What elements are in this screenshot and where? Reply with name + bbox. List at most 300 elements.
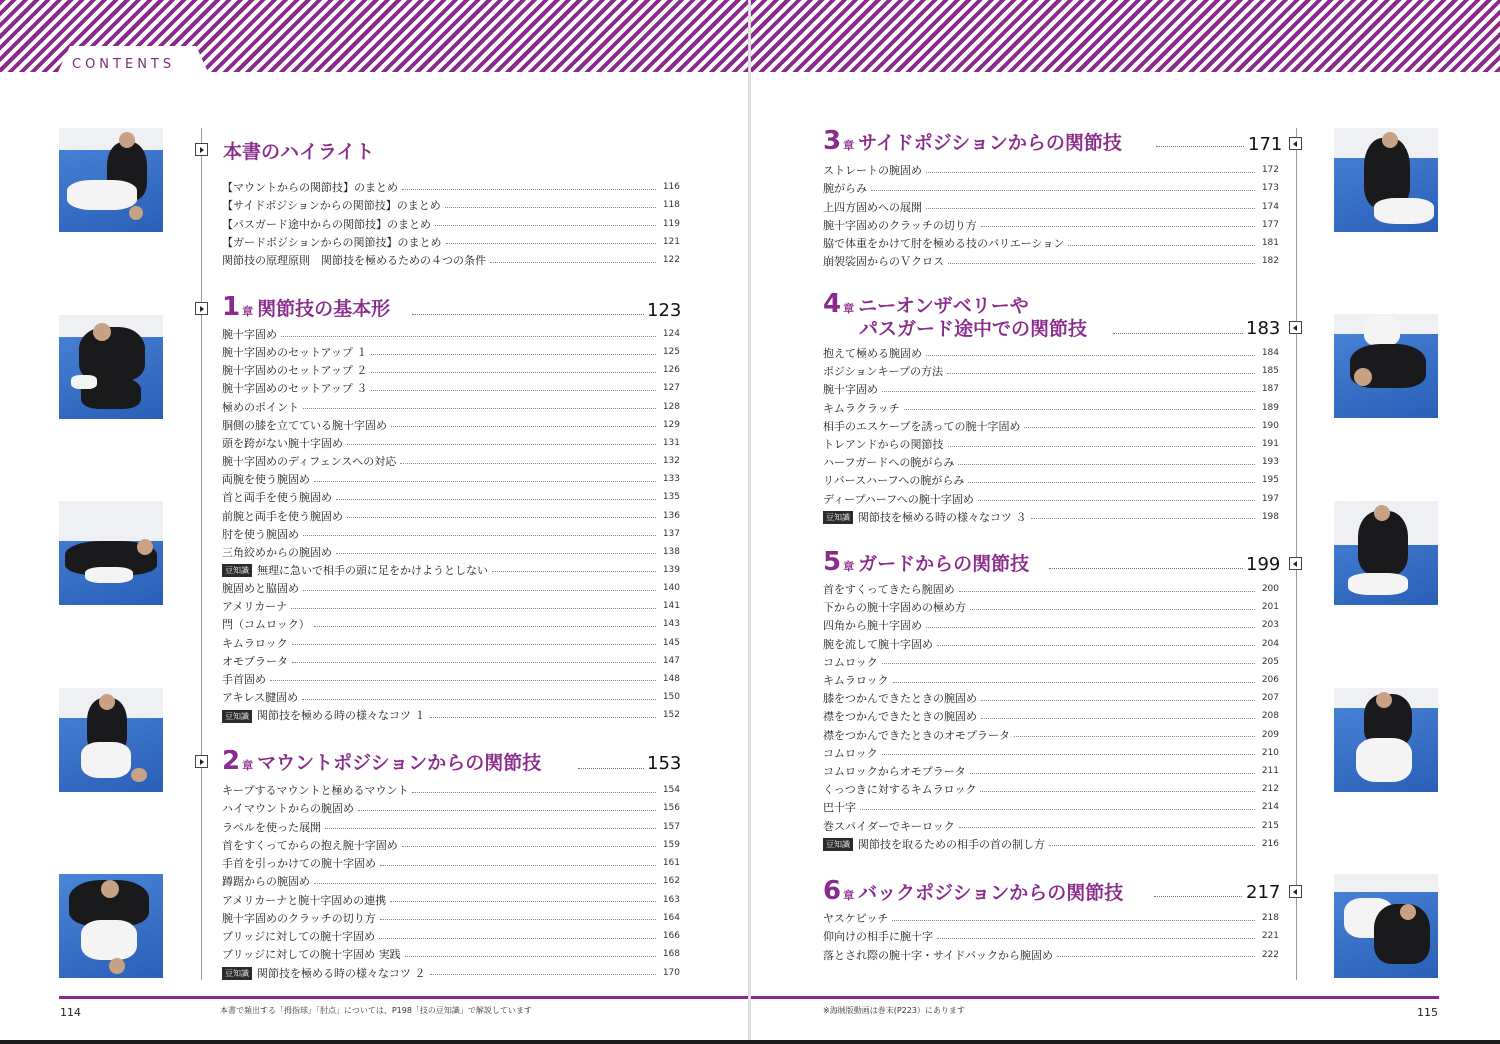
bottom-edge — [0, 1040, 1500, 1044]
toc-entry — [222, 215, 680, 233]
toc-entry-label — [823, 836, 1049, 852]
toc-entry-label — [222, 635, 292, 651]
leader-dots — [860, 809, 1255, 810]
toc-entry-title: 相手のエスケープを誘っての腕十字固め — [823, 419, 1021, 433]
toc-entry-page: 195 — [1261, 475, 1279, 486]
toc-entry-label — [823, 363, 947, 379]
toc-entry — [222, 416, 680, 434]
toc-entry-title: 巴十字 — [823, 801, 856, 815]
page-number: 115 — [1417, 1006, 1438, 1019]
toc-entry — [222, 854, 680, 872]
chapter-1-page: 123 — [647, 300, 682, 321]
toc-entry-label — [222, 782, 412, 798]
leader-dots — [926, 627, 1255, 628]
toc-entry — [823, 798, 1279, 816]
toc-entry-label — [823, 400, 904, 416]
toc-entry — [222, 561, 680, 579]
toc-entry-label — [823, 781, 980, 797]
toc-entry-page: 206 — [1261, 675, 1279, 685]
toc-entry-label — [222, 892, 390, 908]
toc-entry — [823, 417, 1279, 435]
toc-entry — [823, 580, 1279, 598]
toc-entry-title: 前腕と両手を使う腕固め — [222, 509, 343, 523]
leader-dots — [937, 938, 1255, 939]
toc-entry-page: 135 — [662, 492, 680, 503]
toc-entry — [823, 616, 1279, 634]
toc-entry — [222, 818, 680, 836]
toc-entry — [823, 744, 1279, 762]
toc-entry-page: 116 — [662, 182, 680, 192]
section-marker-icon — [1289, 885, 1302, 898]
toc-entry-title: 腕十字固めのセットアップ ３ — [222, 382, 368, 396]
toc-entry-title: 極めのポイント — [222, 400, 299, 414]
toc-entry-label — [222, 252, 490, 268]
contents-label: CONTENTS — [72, 57, 176, 72]
toc-entry-title: ハイマウントからの腕固め — [222, 802, 354, 816]
leader-dots — [314, 883, 656, 884]
toc-entry-label — [823, 418, 1024, 434]
toc-entry — [823, 726, 1279, 744]
toc-entry-page: 191 — [1261, 439, 1279, 449]
leader-dots — [303, 535, 656, 536]
toc-entry-label — [823, 654, 882, 670]
toc-entry — [823, 946, 1279, 964]
tip-badge: 豆知識 — [222, 710, 252, 723]
toc-entry-title: 【サイドポジションからの関節技】のまとめ — [222, 199, 441, 213]
photo-thumbnail — [1334, 688, 1438, 792]
toc-entry-page: 141 — [662, 601, 680, 612]
toc-entry — [823, 762, 1279, 780]
toc-entry-label — [222, 689, 302, 705]
toc-entry-page: 118 — [662, 200, 680, 211]
toc-entry-label — [222, 399, 303, 415]
toc-entry-title: アメリカーナ — [222, 600, 288, 614]
toc-entry-page: 221 — [1261, 931, 1279, 942]
leader-dots — [402, 846, 656, 847]
toc-entry-label — [222, 946, 405, 962]
toc-entry-title: ブリッジに対しての腕十字固め — [222, 930, 376, 943]
toc-entry-page: 152 — [662, 710, 680, 721]
toc-entry — [222, 891, 680, 909]
toc-entry-page: 127 — [662, 383, 680, 394]
chapter-6-heading: 6 章 バックポジションからの関節技 — [823, 876, 1124, 906]
toc-entry-title: ポジションキープの方法 — [823, 365, 943, 379]
leader-dots — [937, 645, 1255, 646]
toc-entry-label — [823, 928, 937, 944]
leader-dots — [490, 262, 656, 263]
leader-dots — [412, 314, 644, 315]
toc-entry-page: 145 — [662, 637, 680, 648]
toc-entry — [823, 198, 1279, 216]
leader-dots — [1049, 845, 1255, 846]
toc-entry-page: 150 — [662, 692, 680, 702]
toc-entry-label — [222, 598, 291, 614]
leader-dots — [379, 938, 656, 939]
toc-entry-label — [823, 617, 926, 633]
toc-entry-title: 腕がらみ — [823, 182, 867, 196]
section-marker-icon — [1289, 321, 1302, 334]
chapter-3-page: 171 — [1248, 134, 1283, 155]
toc-entry-title: トレアンドからの関節技 — [823, 438, 944, 451]
toc-entry-page: 211 — [1261, 766, 1279, 776]
toc-entry-page: 119 — [662, 218, 680, 229]
leader-dots — [948, 446, 1255, 447]
toc-entry-title: アキレス腱固め — [222, 691, 299, 704]
chapter-4-heading: 4 章 ニーオンザベリーや — [823, 289, 1029, 319]
toc-entry-label — [222, 216, 435, 232]
leader-dots — [980, 791, 1255, 792]
toc-entry-title: コムロック — [823, 655, 878, 669]
toc-entry-title: 腕十字固めのクラッチの切り方 — [823, 218, 977, 232]
toc-entry-page: 157 — [662, 821, 680, 832]
toc-entry-label — [222, 910, 380, 926]
leader-dots — [400, 463, 656, 464]
toc-entry — [823, 380, 1279, 398]
chapter-1-heading: 1 章 関節技の基本形 — [222, 292, 391, 322]
leader-dots — [380, 865, 656, 866]
toc-entry — [222, 670, 680, 688]
toc-entry-label — [222, 197, 445, 213]
tip-badge: 豆知識 — [222, 967, 252, 980]
leader-dots — [303, 590, 656, 591]
leader-dots — [904, 409, 1255, 410]
chapter-3-heading: 3 章 サイドポジションからの関節技 — [823, 126, 1122, 156]
toc-entry — [823, 252, 1279, 270]
toc-entry — [222, 634, 680, 652]
toc-entry — [823, 399, 1279, 417]
toc-entry-title: 蹲踞からの腕固め — [222, 875, 310, 889]
toc-entry-title: 下からの腕十字固めの極め方 — [823, 601, 966, 615]
toc-entry-label — [222, 380, 371, 396]
toc-entry-label — [823, 763, 970, 779]
leader-dots — [347, 444, 656, 445]
toc-entry-page: 162 — [662, 876, 680, 887]
leader-dots — [446, 243, 656, 244]
toc-entry-title: 関節技を極める時の様々なコツ ３ — [858, 510, 1027, 524]
toc-entry-title: キープするマウントと極めるマウント — [222, 784, 409, 797]
leader-dots — [270, 680, 656, 681]
toc-entry-page: 200 — [1261, 584, 1279, 594]
toc-entry-label — [222, 234, 446, 250]
toc-entry-title: 腕固めと脇固め — [222, 582, 299, 596]
toc-entry-label — [222, 179, 402, 195]
toc-entry — [823, 216, 1279, 234]
toc-entry-label — [823, 436, 948, 452]
toc-entry-label — [823, 509, 1031, 525]
leader-dots — [981, 718, 1255, 719]
leader-dots — [430, 974, 657, 975]
toc-entry-title: 関節技の原理原則 関節技を極めるための４つの条件 — [222, 254, 486, 267]
toc-entry-label — [823, 253, 948, 269]
chapter-2-page: 153 — [647, 753, 682, 774]
toc-entry-title: 肘を使う腕固め — [222, 527, 299, 541]
toc-entry-page: 201 — [1261, 602, 1279, 613]
leader-dots — [391, 426, 656, 427]
toc-entry-label — [823, 180, 871, 196]
toc-entry-title: ディープハーフへの腕十字固め — [823, 492, 974, 506]
leader-dots — [445, 207, 656, 208]
toc-entry-label — [823, 690, 981, 706]
toc-entry — [823, 471, 1279, 489]
leader-dots — [292, 662, 656, 663]
toc-entry-page: 161 — [662, 858, 680, 868]
toc-entry-title: 上四方固めへの展開 — [823, 200, 922, 214]
leader-dots — [430, 717, 657, 718]
toc-entry — [823, 453, 1279, 471]
toc-entry — [222, 597, 680, 615]
toc-entry-title: 脇で体重をかけて肘を極める技のバリエーション — [823, 237, 1065, 250]
leader-dots — [1049, 568, 1243, 569]
toc-entry-label — [823, 910, 892, 926]
toc-entry — [823, 234, 1279, 252]
toc-entry-title: 腕十字固めのセットアップ ２ — [222, 364, 368, 378]
leader-dots — [978, 500, 1255, 501]
toc-entry-title: 頭を跨がない腕十字固め — [222, 436, 343, 450]
toc-entry-title: 巻スパイダーでキーロック — [823, 819, 955, 833]
leader-dots — [968, 482, 1255, 483]
toc-entry-title: 手首を引っかけての腕十字固め — [222, 857, 376, 870]
toc-entry — [222, 251, 680, 269]
toc-entry-page: 181 — [1261, 238, 1279, 248]
leader-dots — [291, 608, 656, 609]
leader-dots — [371, 372, 656, 373]
toc-entry — [222, 196, 680, 214]
toc-entry-page: 210 — [1261, 747, 1279, 758]
leader-dots — [314, 481, 656, 482]
toc-entry-label — [823, 818, 959, 834]
toc-entry — [823, 927, 1279, 945]
chapter-5-page: 199 — [1246, 554, 1281, 575]
tip-badge: 豆知識 — [222, 564, 252, 577]
toc-entry-label — [823, 235, 1068, 251]
header-stripe-band — [751, 0, 1500, 72]
toc-entry — [222, 543, 680, 561]
toc-entry-page: 138 — [662, 546, 680, 557]
leader-dots — [1031, 518, 1256, 519]
toc-entry-label — [222, 508, 347, 524]
toc-entry — [222, 507, 680, 525]
toc-entry-title: 関節技を取るための相手の首の制し方 — [858, 837, 1045, 851]
toc-entry-page: 184 — [1261, 348, 1279, 358]
section-marker-icon — [1289, 557, 1302, 570]
leader-dots — [1014, 736, 1255, 737]
toc-entry-label — [823, 708, 981, 724]
leader-dots — [882, 391, 1255, 392]
toc-entry-title: 胴側の膝を立てている腕十字固め — [222, 418, 387, 432]
toc-entry-label — [222, 544, 336, 560]
section-marker-icon — [195, 302, 208, 315]
toc-entry-label — [222, 837, 402, 853]
toc-entry — [222, 909, 680, 927]
leader-dots — [926, 172, 1255, 173]
toc-entry-title: 腕十字固め — [222, 328, 277, 341]
footer-rule — [59, 996, 748, 999]
toc-entry — [823, 707, 1279, 725]
toc-entry-label — [823, 599, 970, 615]
toc-entry — [222, 470, 680, 488]
toc-entry — [222, 615, 680, 633]
leader-dots — [1113, 333, 1243, 334]
toc-entry-title: 膝をつかんできたときの腕固め — [823, 692, 977, 706]
toc-entry-title: 両腕を使う腕固め — [222, 473, 310, 487]
leader-dots — [926, 355, 1255, 356]
toc-entry — [823, 671, 1279, 689]
toc-entry-title: 首と両手を使う腕固め — [222, 491, 332, 505]
toc-entry-page: 173 — [1261, 183, 1279, 194]
toc-entry-page: 164 — [662, 912, 680, 923]
toc-entry — [222, 706, 680, 724]
leader-dots — [492, 571, 656, 572]
leader-dots — [435, 225, 656, 226]
toc-entry-label — [222, 344, 371, 360]
toc-entry-title: 閂（コムロック） — [222, 618, 310, 632]
leader-dots — [958, 464, 1255, 465]
toc-entry — [823, 161, 1279, 179]
toc-entry — [222, 525, 680, 543]
toc-entry-title: 腕を流して腕十字固め — [823, 637, 933, 651]
toc-entry-title: 腕十字固めのセットアップ １ — [222, 346, 368, 360]
leader-dots — [981, 700, 1255, 701]
toc-entry-title: 襟をつかんできたときのオモプラータ — [823, 728, 1010, 742]
toc-entry-label — [222, 580, 303, 596]
toc-entry-page: 222 — [1261, 949, 1279, 960]
toc-entry-page: 122 — [662, 255, 680, 265]
leader-dots — [882, 754, 1255, 755]
toc-entry — [823, 909, 1279, 927]
toc-entry-label — [222, 671, 270, 687]
leader-dots — [336, 499, 656, 500]
toc-entry-title: 腕十字固め — [823, 383, 878, 397]
toc-entry — [823, 362, 1279, 380]
toc-entry-label — [222, 928, 379, 944]
toc-entry-page: 218 — [1261, 913, 1279, 923]
toc-entry — [823, 490, 1279, 508]
toc-entry-page: 209 — [1261, 729, 1279, 740]
toc-entry-page: 170 — [662, 967, 680, 978]
toc-entry-page: 136 — [662, 510, 680, 521]
leader-dots — [412, 792, 656, 793]
toc-entry — [823, 508, 1279, 526]
toc-entry-title: リバースハーフへの腕がらみ — [823, 474, 965, 488]
photo-thumbnail — [59, 688, 163, 792]
toc-entry-label — [823, 472, 968, 488]
toc-entry-label — [222, 819, 325, 835]
leader-dots — [970, 773, 1255, 774]
toc-entry — [222, 872, 680, 890]
toc-entry-label — [823, 454, 958, 470]
toc-entry-label — [823, 217, 981, 233]
toc-entry-page: 148 — [662, 673, 680, 684]
chapter-4-heading-line2: パスガード途中での関節技 — [859, 318, 1088, 340]
toc-entry-title: 【ガードポジションからの関節技】のまとめ — [222, 235, 442, 249]
toc-entry-page: 124 — [662, 329, 680, 339]
toc-entry-label — [222, 326, 281, 342]
left-page — [0, 0, 748, 1040]
footnote: ※海賊版動画は巻末(P223）にあります — [823, 1006, 965, 1015]
toc-entry-page: 132 — [662, 456, 680, 467]
leader-dots — [871, 190, 1255, 191]
toc-entry-page: 131 — [662, 437, 680, 448]
toc-entry-label — [823, 947, 1057, 963]
photo-thumbnail — [59, 874, 163, 978]
toc-entry-title: 仰向けの相手に腕十字 — [823, 930, 933, 944]
leader-dots — [1057, 956, 1255, 957]
leader-dots — [371, 354, 656, 355]
toc-entry — [222, 836, 680, 854]
toc-entry — [222, 434, 680, 452]
toc-entry-title: キムラロック — [222, 636, 288, 650]
toc-entry-title: 落とされ際の腕十字・サイドバックから腕固め — [823, 948, 1054, 962]
toc-entry-title: オモプラータ — [222, 654, 288, 668]
toc-entry-label — [222, 526, 303, 542]
toc-entry-page: 143 — [662, 619, 680, 630]
toc-entry-title: ストレートの腕固め — [823, 164, 922, 177]
toc-entry-label — [222, 362, 371, 378]
toc-entry-page: 182 — [1261, 256, 1279, 267]
toc-entry-title: 首をすくってきたら腕固め — [823, 583, 955, 596]
toc-entry-page: 198 — [1261, 511, 1279, 522]
section-marker-icon — [1289, 137, 1302, 150]
toc-entry-label — [222, 707, 430, 723]
toc-entry-page: 129 — [662, 419, 680, 430]
toc-entry — [222, 781, 680, 799]
toc-entry-title: 腕十字固めのクラッチの切り方 — [222, 911, 376, 925]
toc-entry — [823, 653, 1279, 671]
toc-entry-page: 216 — [1261, 838, 1279, 849]
toc-entry-page: 203 — [1261, 620, 1279, 631]
toc-entry-page: 174 — [1261, 201, 1279, 212]
toc-entry — [222, 652, 680, 670]
toc-entry — [823, 780, 1279, 798]
toc-entry-page: 128 — [662, 401, 680, 412]
toc-entry — [823, 835, 1279, 853]
toc-entry-label — [222, 489, 336, 505]
toc-entry-label — [222, 417, 391, 433]
toc-entry-page: 126 — [662, 365, 680, 376]
photo-thumbnail — [59, 128, 163, 232]
toc-entry-page: 121 — [662, 236, 680, 247]
highlight-heading: 本書のハイライト — [223, 141, 375, 163]
toc-entry-title: 手首固め — [222, 672, 266, 686]
leader-dots — [402, 189, 656, 190]
leader-dots — [292, 644, 656, 645]
leader-dots — [1156, 146, 1244, 147]
leader-dots — [405, 956, 656, 957]
toc-entry — [222, 325, 680, 343]
toc-entry — [222, 343, 680, 361]
leader-dots — [371, 390, 656, 391]
leader-dots — [390, 901, 656, 902]
toc-entry-page: 139 — [662, 564, 680, 575]
toc-entry-page: 193 — [1261, 457, 1279, 468]
toc-entry-title: くっつきに対するキムラロック — [823, 783, 977, 797]
toc-entry-page: 215 — [1261, 820, 1279, 831]
toc-entry — [823, 179, 1279, 197]
leader-dots — [981, 226, 1255, 227]
toc-entry — [222, 233, 680, 251]
toc-entry-label — [823, 672, 893, 688]
toc-entry — [222, 945, 680, 963]
leader-dots — [578, 768, 644, 769]
leader-dots — [948, 263, 1255, 264]
leader-dots — [1024, 427, 1255, 428]
toc-entry-label — [823, 162, 926, 178]
toc-entry-page: 207 — [1261, 693, 1279, 704]
toc-entry-title: ヤスケピッチ — [823, 912, 889, 925]
tip-badge: 豆知識 — [823, 511, 853, 524]
leader-dots — [892, 920, 1255, 921]
photo-thumbnail — [59, 501, 163, 605]
